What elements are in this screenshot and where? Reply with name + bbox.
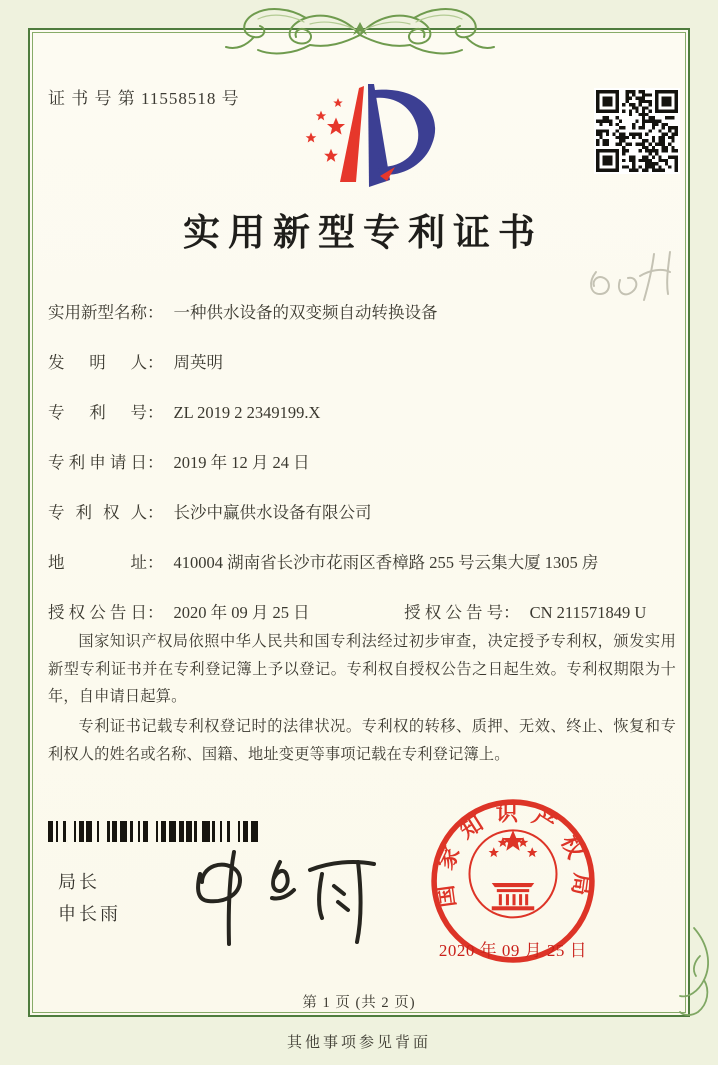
barcode-bar [99, 821, 107, 842]
certificate-number: 证 书 号 第 11558518 号 [48, 89, 240, 108]
field-label: 专利号 [48, 403, 147, 422]
legal-text [48, 628, 676, 770]
field-label: 地址 [48, 553, 147, 572]
field-row-grant [48, 599, 682, 621]
commissioner-name: 申长雨 [58, 904, 121, 924]
colon: ： [147, 353, 164, 372]
field-value: CN 211571849 U [529, 603, 647, 622]
field-label: 专利申请日 [48, 453, 147, 472]
field-row-name [48, 299, 682, 321]
colon: ： [147, 553, 164, 572]
field-row-filing-date [48, 449, 682, 471]
page-number: 第 1 页 (共 2 页) [302, 995, 416, 1011]
colon: ： [147, 403, 164, 422]
colon: ： [503, 603, 520, 622]
svg-text:国家知识产权局 [431, 800, 596, 909]
field-label: 授权公告号 [404, 603, 504, 622]
seal-date: 2020 年 09 月 25 日 [438, 941, 588, 960]
commissioner-signature [182, 838, 392, 953]
field-value: 长沙中赢供水设备有限公司 [173, 503, 372, 522]
national-emblem-icon [489, 830, 538, 910]
colon: ： [147, 603, 164, 622]
colon: ： [147, 503, 164, 522]
field-value: 2020 年 09 月 25 日 [173, 603, 310, 622]
grant-date-pair [48, 599, 400, 623]
barcode-bar [66, 821, 74, 842]
field-label: 发明人 [48, 353, 147, 372]
field-label: 专利权人 [48, 503, 147, 522]
colon: ： [147, 453, 164, 472]
legal-paragraph-1: 国家知识产权局依照中华人民共和国专利法经过初步审查，决定授予专利权，颁发实用新型专利证书并在专利登记簿上予以登记。专利权自授权公告之日起生效。专利权期限为十年，自申请日起算。 [48, 633, 676, 706]
barcode-bar [120, 821, 128, 842]
field-value: 周英明 [173, 353, 223, 372]
field-value: 一种供水设备的双变频自动转换设备 [173, 303, 438, 322]
cnipa-logo-icon [283, 80, 443, 195]
handwritten-scribble [582, 242, 692, 304]
field-label: 授权公告日 [48, 603, 147, 622]
field-value: ZL 2019 2 2349199.X [173, 403, 321, 422]
field-label: 实用新型名称 [48, 303, 147, 322]
field-value: 2019 年 12 月 24 日 [173, 453, 310, 472]
qr-code [594, 88, 680, 174]
grant-number-pair [404, 603, 646, 622]
field-row-inventor [48, 349, 682, 371]
field-row-patentee [48, 499, 682, 521]
legal-paragraph-2: 专利证书记载专利权登记时的法律状况。专利权的转移、质押、无效、终止、恢复和专利权人的姓名或名称、国籍、地址变更等事项记载在专利登记簿上。 [48, 717, 676, 763]
barcode-bar [169, 821, 177, 842]
field-value: 410004 湖南省长沙市花雨区香樟路 255 号云集大厦 1305 房 [173, 553, 599, 572]
field-list [48, 299, 682, 649]
certificate-title: 实用新型专利证书 [183, 213, 543, 254]
field-row-patent-no [48, 399, 682, 421]
back-side-note: 其他事项参见背面 [286, 1035, 431, 1051]
commissioner-title: 局长 [58, 872, 100, 892]
top-flourish-ornament [224, 2, 496, 62]
barcode-bar [148, 821, 156, 842]
field-row-address [48, 549, 682, 571]
seal-text: 国家知识产权局 [430, 800, 596, 910]
colon: ： [147, 303, 164, 322]
